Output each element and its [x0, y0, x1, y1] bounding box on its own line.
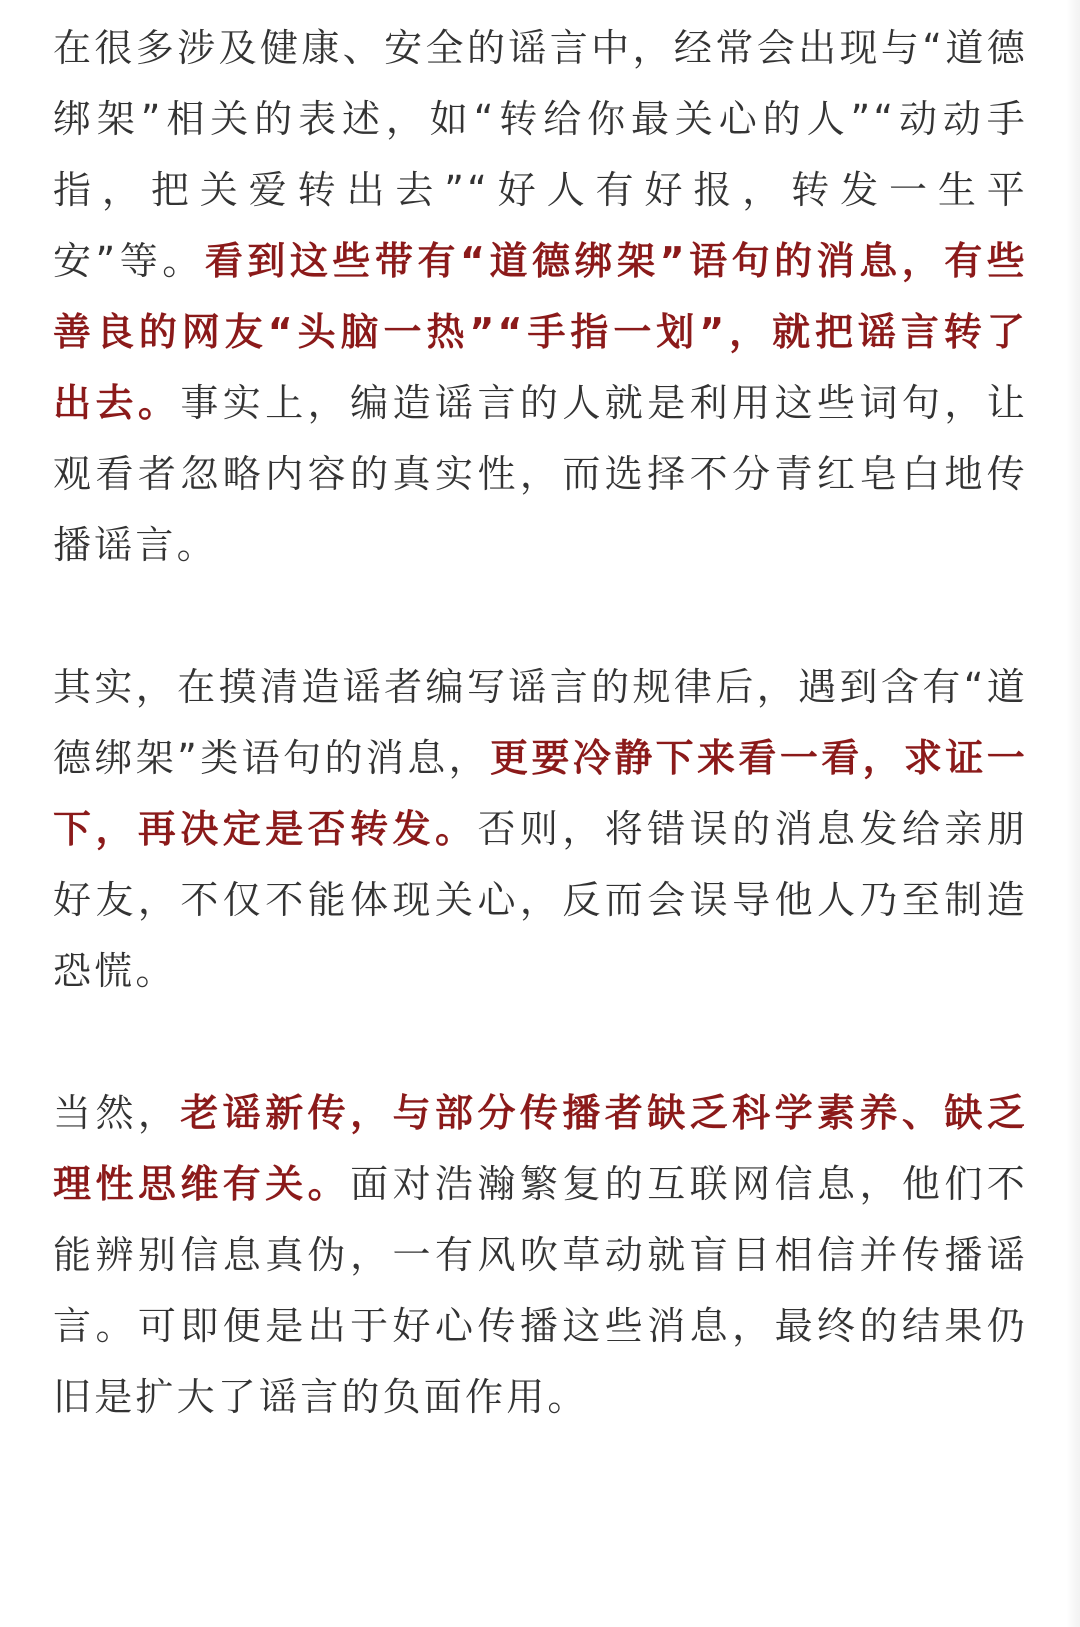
paragraph-2-text-1: 其实，在摸清造谣者编写谣言的规律后，遇到含有“道德绑架”类语句的消息， [53, 665, 1028, 780]
edge-shadow [1066, 0, 1080, 1627]
paragraph-1 [53, 13, 1028, 581]
paragraph-3-text-2: 面对浩瀚繁复的互联网信息，他们不能辨别信息真伪，一有风吹草动就盲目相信并传播谣言。可即便是出于好心传播这些消息，最终的结果仍旧是扩大了谣言的负面作用。 [53, 1162, 1029, 1419]
paragraph-2 [53, 652, 1028, 1007]
paragraph-3 [53, 1078, 1028, 1433]
paragraph-3-text-1: 当然， [53, 1091, 181, 1135]
paragraph-2-text-2: 否则，将错误的消息发给亲朋好友，不仅不能体现关心，反而会误导他人乃至制造恐慌。 [53, 807, 1028, 993]
paragraph-1-text-1: 在很多涉及健康、安全的谣言中，经常会出现与“道德绑架”相关的表述，如“转给你最关心的人”“动动手指，把关爱转出去”“好人有好报，转发一生平安”等。 [53, 26, 1028, 283]
paragraph-1-highlight: 看到这些带有“道德绑架”语句的消息，有些善良的网友“头脑一热”“手指一划”，就把谣言转了出去。 [53, 239, 1028, 425]
paragraph-3-highlight: 老谣新传，与部分传播者缺乏科学素养、缺乏理性思维有关。 [53, 1091, 1028, 1206]
paragraph-1-text-2: 事实上，编造谣言的人就是利用这些词句，让观看者忽略内容的真实性，而选择不分青红皂白地传播谣言。 [53, 381, 1028, 567]
paragraph-2-highlight: 更要冷静下来看一看，求证一下，再决定是否转发。 [53, 736, 1028, 851]
